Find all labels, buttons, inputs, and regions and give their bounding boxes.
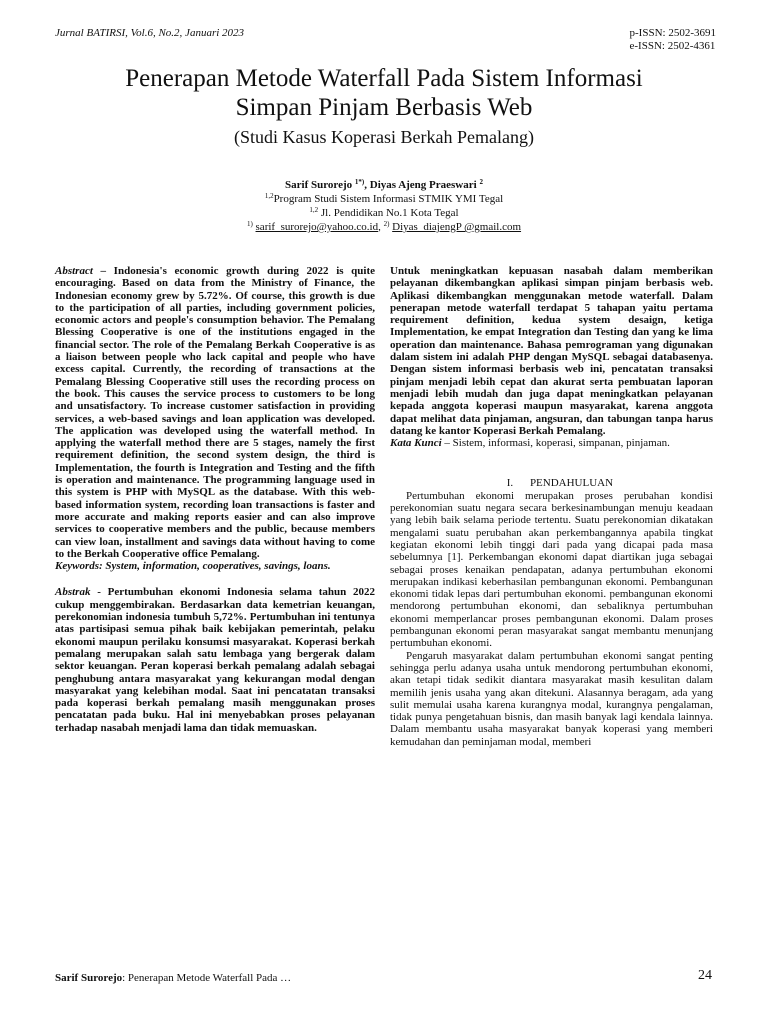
keywords-label: Keywords: [55,560,103,573]
kata-kunci [390,437,713,449]
affiliation-1-sup: 1,2 [264,192,274,200]
journal-header: Jurnal BATIRSI, Vol.6, No.2, Januari 2023 [55,27,245,39]
footer-running-title [55,972,291,984]
intro-paragraph-2: Pengaruh masyarakat dalam pertumbuhan ekonomi sangat penting sehingga perlu adanya usaha untuk mendorong pertumbuhan ekonomi, akan tetapi tidak sedikit diantara masyarakat masih kesulitan dalam memilih jenis usaha yang akan ditekuni. Alasannya beragam, ada yang sulit memulai usaha karena kurangnya modal, kurangnya pengalaman, tidak punya pengetahuan bisnis, dan masih banyak lagi kendala lainnya. Dalam membantu usaha masyarakat banyak koperasi yang memberi kemudahan dan peminjaman modal, memberi [390,649,713,748]
author-1: Sarif Surorejo [285,179,353,191]
affiliation-2 [40,206,728,220]
page-number: 24 [698,968,712,983]
section-heading [390,477,713,489]
paper-title [40,64,728,122]
footer-author: Sarif Surorejo [55,972,123,984]
email-1-sup: 1) [246,220,253,228]
affiliation-1-text: Program Studi Sistem Informasi STMIK YMI Tegal [273,193,504,205]
e-issn: e-ISSN: 2502-4361 [629,40,716,52]
author-sep: , [364,179,370,191]
right-column [390,265,713,748]
email-1-link[interactable]: sarif_surorejo@yahoo.co.id [255,221,379,233]
paper-subtitle: (Studi Kasus Koperasi Berkah Pemalang) [234,127,534,147]
kata-kunci-label: Kata Kunci [390,437,442,450]
author-names [40,178,728,192]
abstrak-dash: - [90,586,108,599]
left-column [55,265,375,734]
p-issn: p-ISSN: 2502-3691 [629,27,716,39]
intro-paragraph-1: Pertumbuhan ekonomi merupakan proses perubahan kondisi perekonomian suatu negara secara berkesinambungan menuju keadaan yang lebih baik selama periode tertentu. Suatu perekonomian dikatakan mengalami suatu perubahan akan perkembangannya apabila tingkat kegiatan ekonomi lebih tinggi dari pada yang dicapai pada masa sebelumnya [1]. Perkembangan ekonomi dapat diartikan juga sebagai sebagai proses kenaikan pendapatan, adanya pertumbuhan ekonomi merupakan indikasi keberhasilan pembangunan ekonomi. Pembangunan ekonomi tidak lepas dari pertumbuhan ekonomi. pembangunan ekonomi mendorong pertumbuhan ekonomi, dan sebaliknya pertumbuhan ekonomi memperlancar proses pembangunan ekonomi. Dalam proses pembangunan ekonomi peran masyarakat sangat membantu menunjang pertumbuhan ekonomi. [390,489,713,650]
author-2-sup: 2 [479,178,483,186]
title-line-1: Penerapan Metode Waterfall Pada Sistem Informasi [125,65,643,92]
email-2-sup: 2) [383,220,390,228]
author-1-sup: 1*) [354,178,365,186]
section-number: I. [506,477,514,490]
abstract-indonesian [55,586,375,734]
title-line-2: Simpan Pinjam Berbasis Web [235,94,533,121]
kata-kunci-text: – Sistem, informasi, koperasi, simpanan, pinjaman. [441,437,670,450]
email-line: $^{1)}$ sarif_surorejo@yahoo.co.id, $^{2)}$ Diyas_diajengP @gmail.com [246,220,522,233]
keywords-text: System, information, cooperatives, savings, loans. [102,560,331,573]
affiliation-1 [40,192,728,206]
abstrak-text-left: Pertumbuhan ekonomi Indonesia selama tahun 2022 cukup menggembirakan. Berdasarkan data kemetrian keuangan, perekonomian indonesia tumbuh 5,72%. Pertumbuhan ini tentunya atas partisipasi semua pihak baik kebijakan pemerintah, pelaku ekonomi maupun perilaku konsumsi masyarakat. Koperasi berkah pemalang merupakan salah satu lembaga yang bergerak dalam sektor keuangan. Peran koperasi berkah pemalang adalah sebagai penghubung antara masyarakat yang kekurangan modal dengan masyarakat yang kelebihan modal. Saat ini pencatatan transaksi pada koperasi berkah pemalang masih menggunakan proses pencatatan pada buku. Hal ini menyebabkan proses pelayanan terhadap nasabah menjadi lama dan tidak memuaskan. [55,586,375,734]
abstract-text: Indonesia's economic growth during 2022 is quite encouraging. Based on data from the Ministry of Finance, the Indonesian economy grew by 5.72%. Of course, this growth is due to the participation of all parties, including government policies, economic actors and people's consumption behavior. The Pemalang Blessing Cooperative is one of the institutions engaged in the financial sector. The role of the Pemalang Berkah Cooperative is as a liaison between people who lack capital and people who have excess capital. Currently, the recording of transactions at the Pemalang Blessing Cooperative still uses the recording process on the book. This causes the service process to customers to be long and unsatisfactory. To increase customer satisfaction in providing services, a web-based savings and loan application was developed. The application was developed using the waterfall method. In applying the waterfall method there are 5 stages, namely the first requirement definition, the second system design, the third is Implementation, the fourth is Integration and Testing and the fifth is operation and maintenance. The programming language used in this system is PHP with MySQL as the database. With this web-based information system, recording loan transactions is faster and more accurate and making reports easier and can also improve services to cooperative members and the public, because members can view loan, installment and savings data without having to come to the Berkah Cooperative office Pemalang. [55,265,375,560]
abstract-dash: – [92,265,114,277]
author-block [40,178,728,234]
affiliation-2-text: Jl. Pendidikan No.1 Kota Tegal [320,207,459,219]
section-title: PENDAHULUAN [529,477,614,490]
abstract-english [55,265,375,560]
abstrak-text-right: Untuk meningkatkan kepuasan nasabah dalam memberikan pelayanan dikembangkan aplikasi simpan pinjam berbasis web. Aplikasi dikembangkan menggunakan metode waterfall. Dalam penerapan metode waterfall terdapat 5 tahapan yaitu pertama requirement definition, kedua system desaign, ketiga Implementation, ke empat Integration dan Testing dan yang ke lima operation dan maintenance. Bahasa pemrograman yang digunakan dalam sistem ini adalah PHP dengan MySQL sebagai databasenya. Dengan sistem informasi berbasis web ini, pencatatan transaksi pinjam menjadi lebih cepat dan akurat serta pembuatan laporan menjadi lebih mudah dan juga dapat meningkatkan pelayanan kepada anggota koperasi maupun masyarakat, karena anggota dapat melihat data pinjaman, angsuran, dan tabungan tanpa harus datang ke kantor Koperasi Berkah Pemalang. [390,265,713,437]
abstract-label: Abstract [55,265,93,277]
author-2: Diyas Ajeng Praeswari [369,179,477,191]
email-2-link[interactable]: Diyas_diajengP @gmail.com [392,221,522,233]
issn-block [630,27,716,53]
affiliation-2-sup: 1,2 [309,206,319,214]
keywords-english [55,560,375,572]
footer-title: : Penerapan Metode Waterfall Pada … [122,972,292,984]
abstrak-label: Abstrak [55,586,91,599]
